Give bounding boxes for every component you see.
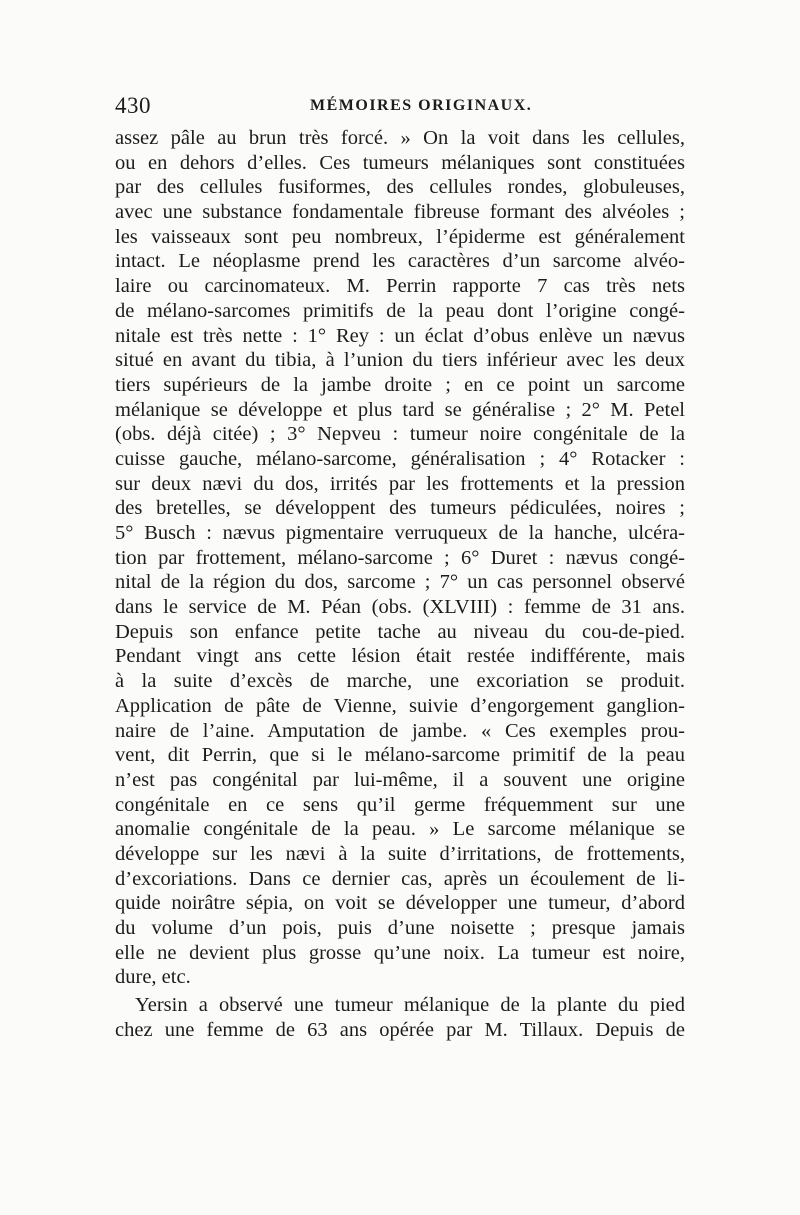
- text-line: 5° Busch : nævus pigmentaire verruqueux de la hanche, ulcéra-: [115, 522, 685, 544]
- text-line: les vaisseaux sont peu nombreux, l’épiderme est généralement: [115, 225, 685, 248]
- text-line: Pendant vingt ans cette lésion était restée indifférente, mais: [115, 645, 685, 668]
- text-line: elle ne devient plus grosse qu’une noix. La tumeur est noire,: [115, 941, 685, 964]
- text-line: de mélano-sarcomes primitifs de la peau dont l’origine congé-: [115, 299, 685, 322]
- text-line: développe sur les nævi à la suite d’irritations, de frottements,: [115, 842, 685, 865]
- text-line: (obs. déjà citée) ; 3° Nepveu : tumeur noire congénitale de la: [115, 423, 685, 446]
- text-line: anomalie congénitale de la peau. » Le sarcome mélanique se: [115, 818, 685, 841]
- page-number: 430: [115, 93, 151, 118]
- paragraph-1: [115, 126, 685, 990]
- text-line: Yersin a observé une tumeur mélanique de la plante du pied: [135, 994, 685, 1017]
- text-line: assez pâle au brun très forcé. » On la voit dans les cellules,: [115, 127, 685, 149]
- text-line: des bretelles, se développent des tumeurs pédiculées, noires ;: [115, 497, 685, 520]
- text-line: intact. Le néoplasme prend les caractères d’un sarcome alvéo-: [115, 250, 685, 273]
- text-line: du volume d’un pois, puis d’une noisette ; presque jamais: [115, 917, 685, 939]
- text-line: nitale est très nette : 1° Rey : un éclat d’obus enlève un nævus: [115, 324, 685, 347]
- text-line: mélanique se développe et plus tard se généralise ; 2° M. Petel: [115, 398, 685, 421]
- text-line: dure, etc.: [115, 966, 191, 989]
- text-line: avec une substance fondamentale fibreuse formant des alvéoles ;: [115, 201, 685, 224]
- text-line: congénitale en ce sens qu’il germe fréquemment sur une: [115, 793, 685, 816]
- text-line: d’excoriations. Dans ce dernier cas, après un écoulement de li-: [115, 867, 685, 890]
- page-header: [115, 93, 685, 123]
- text-line: cuisse gauche, mélano-sarcome, généralisation ; 4° Rotacker :: [115, 447, 685, 470]
- text-line: n’est pas congénital par lui-même, il a souvent une origine: [115, 768, 685, 791]
- text-line: à la suite d’excès de marche, une excoriation se produit.: [115, 670, 685, 693]
- text-line: ou en dehors d’elles. Ces tumeurs mélaniques sont constituées: [115, 151, 685, 174]
- text-line: nital de la région du dos, sarcome ; 7° un cas personnel observé: [115, 571, 685, 594]
- text-line: laire ou carcinomateux. M. Perrin rapporte 7 cas très nets: [115, 275, 685, 298]
- text-line: Depuis son enfance petite tache au niveau du cou-de-pied.: [115, 620, 685, 643]
- running-head: MÉMOIRES ORIGINAUX.: [310, 97, 533, 114]
- text-line: naire de l’aine. Amputation de jambe. « Ces exemples prou-: [115, 719, 685, 742]
- text-line: chez une femme de 63 ans opérée par M. Tillaux. Depuis de: [115, 1018, 685, 1041]
- text-line: situé en avant du tibia, à l’union du tiers inférieur avec les deux: [115, 349, 685, 372]
- text-line: quide noirâtre sépia, on voit se développer une tumeur, d’abord: [115, 892, 685, 915]
- paragraph-2: [115, 993, 685, 1042]
- body-text: [115, 126, 685, 1042]
- text-line: dans le service de M. Péan (obs. (XLVIII) : femme de 31 ans.: [115, 596, 685, 619]
- text-line: tion par frottement, mélano-sarcome ; 6° Duret : nævus congé-: [115, 546, 685, 569]
- text-line: tiers supérieurs de la jambe droite ; en ce point un sarcome: [115, 373, 685, 396]
- text-line: vent, dit Perrin, que si le mélano-sarcome primitif de la peau: [115, 744, 685, 767]
- text-line: Application de pâte de Vienne, suivie d’engorgement ganglion-: [115, 694, 685, 717]
- text-line: par des cellules fusiformes, des cellules rondes, globuleuses,: [115, 176, 685, 199]
- text-line: sur deux nævi du dos, irrités par les frottements et la pression: [115, 472, 685, 495]
